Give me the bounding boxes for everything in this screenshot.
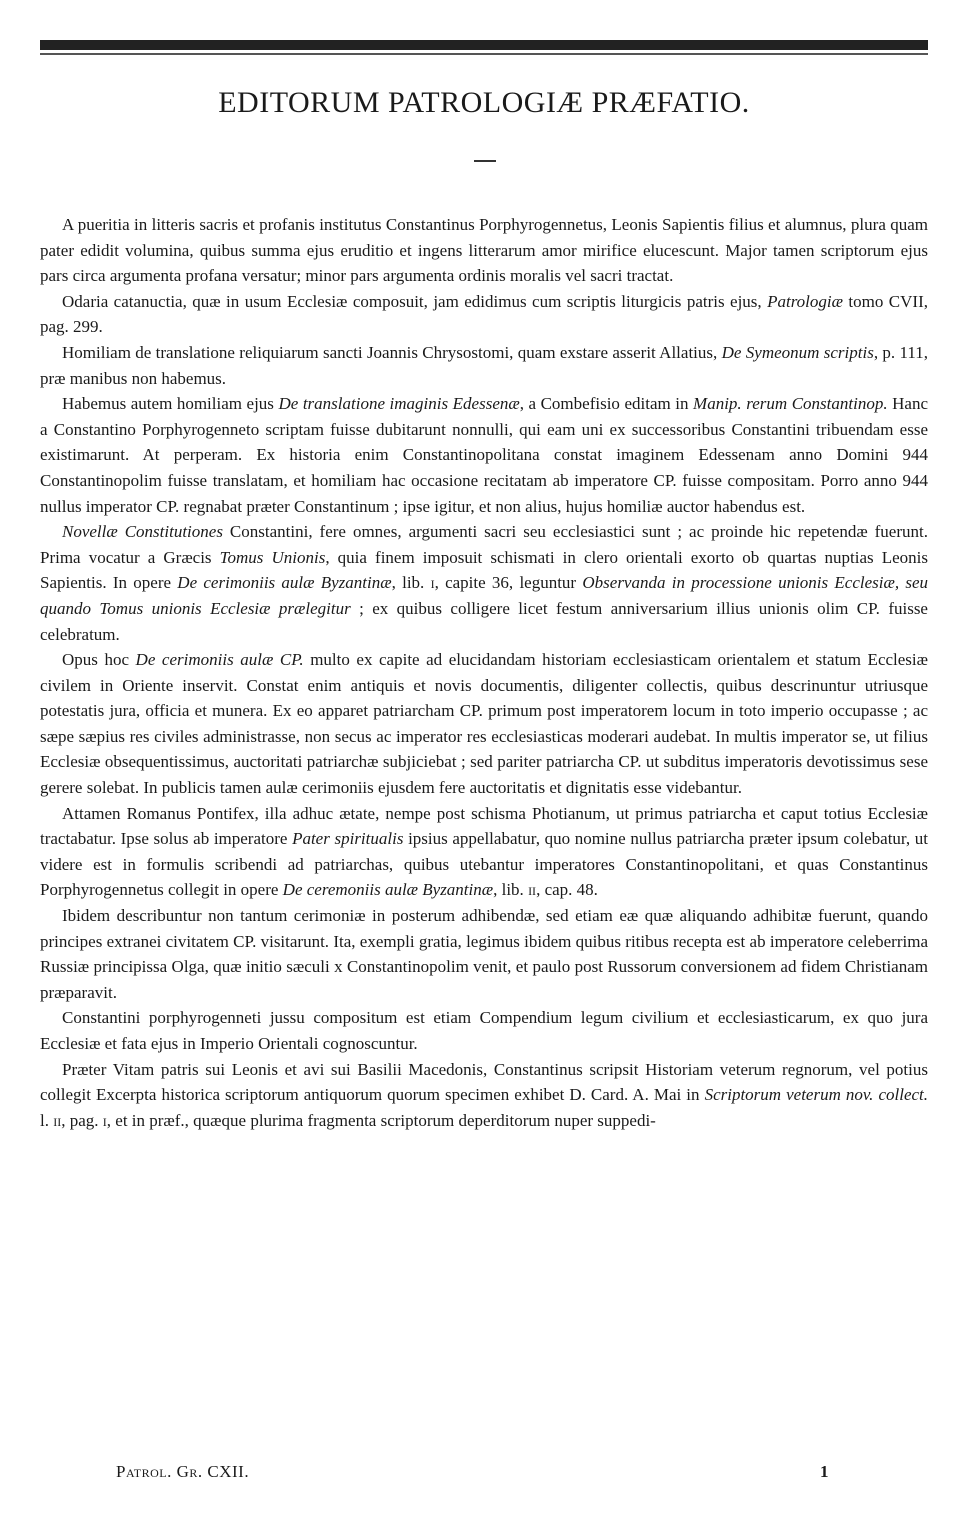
text-run: Opus hoc: [62, 650, 136, 670]
paragraph: [40, 289, 928, 340]
page-number: 1: [820, 1462, 829, 1481]
paragraph: [40, 519, 928, 647]
text-run: , quia finem imposuit schismati in clero orientali exorto ob quartas nuptias Leonis Sapientis. In opere: [40, 547, 928, 593]
italic-run: De Symeonum scriptis: [721, 342, 874, 362]
paragraph: [40, 1057, 928, 1134]
italic-run: Observanda in processione unionis Ecclesiæ, seu quando Tomus unionis Ecclesiæ prælegitur: [40, 573, 928, 618]
italic-run: De ceremoniis aulæ Byzantinæ: [282, 880, 494, 900]
italic-run: Patrologiæ: [767, 291, 843, 311]
body-text: [40, 212, 928, 1133]
text-run: Attamen Romanus Pontifex, illa adhuc ætate, nempe post schisma Photianum, ut primus patriarcha et caput totius Ecclesiæ tractabatur. Ipse solus ab imperatore: [40, 803, 928, 849]
paragraph: [40, 212, 928, 289]
italic-run: Tomus Unionis: [219, 547, 326, 567]
italic-run: Novellæ Constitutiones: [62, 522, 223, 542]
text-run: A pueritia in litteris sacris et profanis institutus Constantinus Porphyrogennetus, Leonis Sapientis filius et alumnus, plura quam pater edidit volumina, quibus summa ejus eruditio et ingens litterarum amor mirifice elucescunt. Major tamen scriptorum ejus pars circa argumenta profana versatur; minor pars argumenta ordinis moralis vel sacri tractat.: [40, 215, 928, 286]
text-run: , a Combefisio editam in: [519, 394, 694, 414]
italic-run: De translatione imaginis Edessenæ: [278, 394, 520, 414]
small-caps-run: i: [430, 573, 435, 593]
text-run: Constantini porphyrogenneti jussu compositum est etiam Compendium legum civilium et ecclesiasticarum, ex quo jura Ecclesiæ et fata ejus in Imperio Orientali cognoscuntur.: [40, 1008, 928, 1053]
italic-run: Pater spiritualis: [292, 829, 404, 849]
text-run: ipsius appellabatur, quo nomine nullus patriarcha præter ipsum colebatur, ut videre est in formulis scribendi ad patriarchas, quibus utebantur imperatores Constantinopolitani, et quas Constantinus Porphyrogennetus collegit in opere: [40, 829, 928, 900]
page-title: EDITORUM PATROLOGIÆ PRÆFATIO.: [218, 86, 750, 119]
text-run: Ibidem describuntur non tantum cerimoniæ in posterum adhibendæ, sed etiam eæ quæ aliquando adhibitæ fuerunt, quando principes extranei civitatem CP. visitarunt. Ita, exempli gratia, legimus ibidem quibus ritibus recepta est ab imperatore celeberrima Russiæ principissa Olga, quæ initio sæculi x Constantinopolim venit, et paulo post Russorum conversionem ad fidem Christianam præparavit.: [40, 906, 928, 1002]
text-run: multo ex capite ad elucidandam historiam ecclesiasticam orientalem et statum Ecclesiæ civilem in Oriente inservit. Constat enim antiquis et novis documentis, diligenter collectis, quibus descrinuntur utriusque potestatis jura, officia et munera. Ex eo apparet patriarcham CP. primum post imperatorem locum in toto imperio occupasse ; ac sæpe sæpius res civiles administrasse, non secus ac imperator res ecclesiasticas moderari audebat. In multis imperator se, ut filius Ecclesiæ obsequentissimus, auctoritati patriarchæ subjiciebat ; sed pariter patriarcha CP. ut subditus imperatoris devotissimus sese gerere solebat. In publicis tamen aulæ cerimoniis ejusdem fere auctoritatis et dignitatis esse videbantur.: [40, 650, 928, 798]
text-run: , capite 36, leguntur: [434, 573, 583, 593]
text-run: Habemus autem homiliam ejus: [62, 394, 279, 414]
signature-mark: Patrol. Gr. CXII.: [116, 1462, 250, 1481]
text-run: , et in præf., quæque plurima fragmenta scriptorum deperditorum nuper suppedi-: [106, 1110, 656, 1130]
page-footer: [40, 1462, 928, 1488]
text-run: Odaria catanuctia, quæ in usum Ecclesiæ composuit, jam edidimus cum scriptis liturgicis patris ejus,: [62, 291, 768, 311]
text-run: Homiliam de translatione reliquiarum sancti Joannis Chrysostomi, quam exstare asserit Allatius,: [62, 342, 722, 362]
text-run: , cap. 48.: [536, 880, 598, 900]
paragraph: [40, 801, 928, 903]
text-run: , p. 111, præ manibus non habemus.: [40, 342, 928, 388]
text-run: l.: [40, 1110, 54, 1130]
small-caps-run: ii: [53, 1110, 62, 1130]
italic-run: Manip. rerum Constantinop.: [693, 394, 888, 414]
top-rule: [40, 40, 928, 50]
top-rule-thin: [40, 53, 928, 55]
text-run: ; ex quibus colligere licet festum anniversarium illius unionis olim CP. fuisse celebratum.: [40, 598, 928, 644]
text-run: tomo CVII, pag. 299.: [40, 291, 928, 337]
text-run: , lib.: [493, 880, 529, 900]
text-run: Hanc a Constantino Porphyrogenneto scriptam fuisse dubitarunt nonnulli, qui eam uni ex successoribus Constantini tribuendam esse existimarunt. At perperam. Ex historia enim Constantinopolitana constat imaginem Edessenam anno Domini 944 Constantinopolim fuisse translatam, et homiliam hac occasione recitatam ab imperatore CP. fuisse compositam. Porro anno 944 nullus imperator CP. regnabat præter Constantinum ; ipse igitur, et non alius, hujus homiliæ auctor habendus est.: [40, 394, 928, 516]
paragraph: [40, 647, 928, 801]
small-caps-run: i: [102, 1110, 107, 1130]
text-run: Constantini, fere omnes, argumenti sacri seu ecclesiastici sunt ; ac proinde hic repetendæ fuerunt. Prima vocatur a Græcis: [40, 522, 928, 567]
text-run: , lib.: [391, 573, 431, 593]
paragraph: [40, 340, 928, 391]
italic-run: De cerimoniis aulæ CP.: [135, 650, 304, 670]
paragraph: [40, 903, 928, 1005]
text-run: , pag.: [61, 1110, 103, 1130]
italic-run: De cerimoniis aulæ Byzantinæ: [177, 573, 392, 593]
paragraph: [40, 391, 928, 519]
small-caps-run: ii: [528, 880, 537, 900]
italic-run: Scriptorum veterum nov. collect.: [704, 1085, 929, 1105]
paragraph: [40, 1005, 928, 1056]
text-run: Præter Vitam patris sui Leonis et avi sui Basilii Macedonis, Constantinus scripsit Historiam veterum regnorum, vel potius collegit Excerpta historica scriptorum antiquorum quorum specimen exhibet D. Card. A. Mai in: [40, 1059, 928, 1105]
title-dash: [474, 160, 496, 162]
